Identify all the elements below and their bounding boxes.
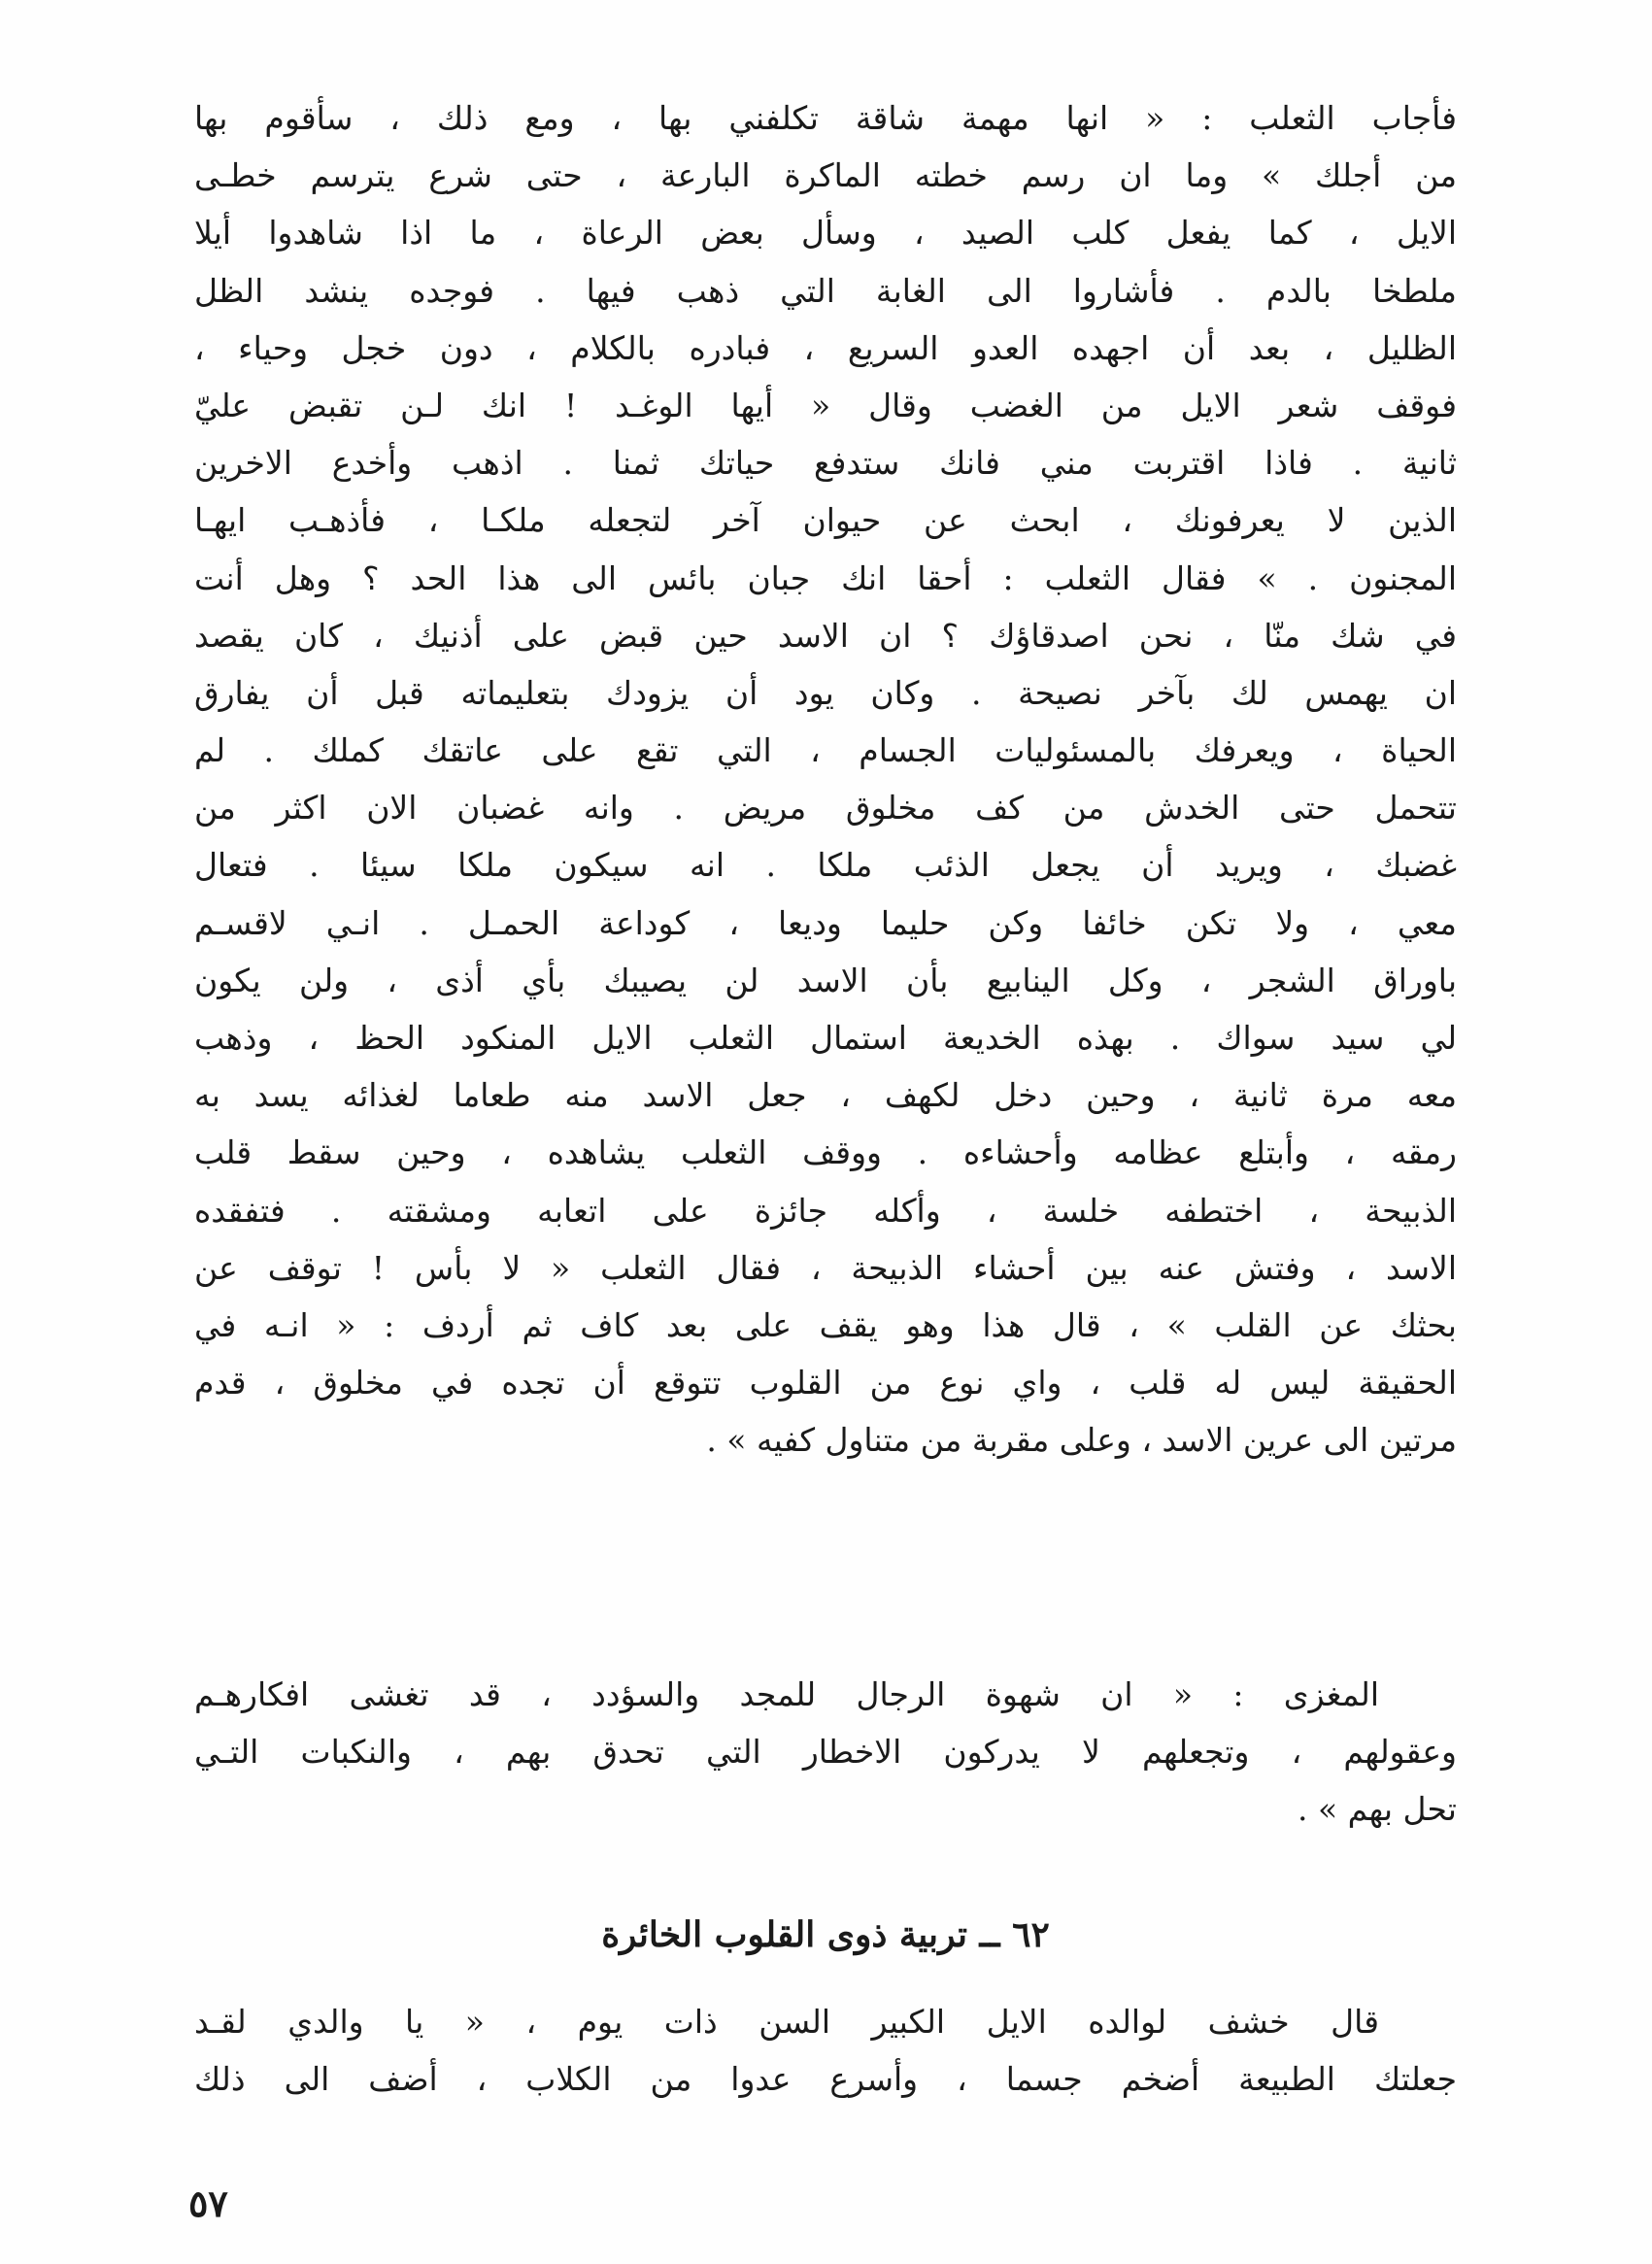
text-line: غضبك ، ويريد أن يجعل الذئب ملكا . انه سيكون ملكا سيئا . فتعال bbox=[194, 846, 1457, 885]
text-line: الحياة ، ويعرفك بالمسئوليات الجسام ، التي تقع على عاتقك كملك . لم bbox=[194, 731, 1457, 770]
text-line: من أجلك » وما ان رسم خطته الماكرة البارعة ، حتى شرع يترسم خطـى bbox=[194, 156, 1457, 195]
text-line: قال خشف لوالده الايل الكبير السن ذات يوم ، « يا والدي لقـد bbox=[194, 2003, 1379, 2041]
text-line: تتحمل حتى الخدش من كف مخلوق مريض . وانه غضبان الان اكثر من bbox=[194, 789, 1457, 828]
text-line: الاسد ، وفتش عنه بين أحشاء الذبيحة ، فقال الثعلب « لا بأس ! توقف عن bbox=[194, 1248, 1457, 1287]
text-line: الظليل ، بعد أن اجهده العدو السريع ، فبادره بالكلام ، دون خجل وحياء ، bbox=[194, 328, 1457, 367]
text-line: معه مرة ثانية ، وحين دخل لكهف ، جعل الاسد منه طعاما لغذائه يسد به bbox=[194, 1076, 1457, 1115]
text-line: ان يهمس لك بآخر نصيحة . وكان يود أن يزودك بتعليماته قبل أن يفارق bbox=[194, 673, 1457, 712]
text-line: ملطخا بالدم . فأشاروا الى الغابة التي ذهب فيها . فوجده ينشد الظل bbox=[194, 271, 1457, 310]
page-number: ٥٧ bbox=[188, 2181, 228, 2225]
moral-line: وعقولهم ، وتجعلهم لا يدركون الاخطار التي تحدق بهم ، والنكبات التـي bbox=[194, 1733, 1457, 1772]
text-line: مرتين الى عرين الاسد ، وعلى مقربة من متناول كفيه » . bbox=[706, 1421, 1457, 1460]
fable-moral bbox=[194, 1666, 1457, 1839]
moral-line: المغزى : « ان شهوة الرجال للمجد والسؤدد ، قد تغشى افكارهـم bbox=[194, 1675, 1379, 1713]
text-line: بحثك عن القلب » ، قال هذا وهو يقف على بعد كاف ثم أردف : « انـه في bbox=[194, 1305, 1457, 1344]
text-line: في شك منّا ، نحن اصدقاؤك ؟ ان الاسد حين قبض على أذنيك ، كان يقصد bbox=[194, 616, 1457, 655]
text-line: فوقف شعر الايل من الغضب وقال « أيها الوغـد ! انك لـن تقبض عليّ bbox=[194, 386, 1457, 424]
text-line: الايل ، كما يفعل كلب الصيد ، وسأل بعض الرعاة ، ما اذا شاهدوا أيلا bbox=[194, 214, 1457, 253]
text-line: باوراق الشجر ، وكل الينابيع بأن الاسد لن يصيبك بأي أذى ، ولن يكون bbox=[194, 961, 1457, 999]
text-line: ثانية . فاذا اقتربت مني فانك ستدفع حياتك ثمنا . اذهب وأخدع الاخرين bbox=[194, 444, 1457, 483]
text-line: الذين لا يعرفونك ، ابحث عن حيوان آخر لتجعله ملكـا ، فأذهـب ايهـا bbox=[194, 501, 1457, 540]
text-line: المجنون . » فقال الثعلب : أحقا انك جبان بائس الى هذا الحد ؟ وهل أنت bbox=[194, 558, 1457, 597]
text-line: جعلتك الطبيعة أضخم جسما ، وأسرع عدوا من الكلاب ، أضف الى ذلك bbox=[194, 2060, 1457, 2099]
text-line: الذبيحة ، اختطفه خلسة ، وأكله جائزة على اتعابه ومشقته . فتفقده bbox=[194, 1191, 1457, 1230]
text-line: فأجاب الثعلب : « انها مهمة شاقة تكلفني بها ، ومع ذلك ، سأقوم بها bbox=[194, 99, 1457, 137]
next-fable-body bbox=[194, 1993, 1457, 2108]
text-line: لي سيد سواك . بهذه الخديعة استمال الثعلب الايل المنكود الحظ ، وذهب bbox=[194, 1019, 1457, 1057]
text-line: رمقه ، وأبتلع عظامه وأحشاءه . ووقف الثعلب يشاهده ، وحين سقط قلب bbox=[194, 1133, 1457, 1172]
text-line: الحقيقة ليس له قلب ، واي نوع من القلوب تتوقع أن تجده في مخلوق ، قدم bbox=[194, 1364, 1457, 1402]
text-line: معي ، ولا تكن خائفا وكن حليما وديعا ، كوداعة الحمـل . انـي لاقسـم bbox=[194, 903, 1457, 942]
fable-heading: ٦٢ ــ تربية ذوى القلوب الخائرة bbox=[601, 1914, 1050, 1955]
fable-body bbox=[194, 89, 1457, 1470]
moral-line: تحل بهم » . bbox=[1298, 1790, 1457, 1829]
